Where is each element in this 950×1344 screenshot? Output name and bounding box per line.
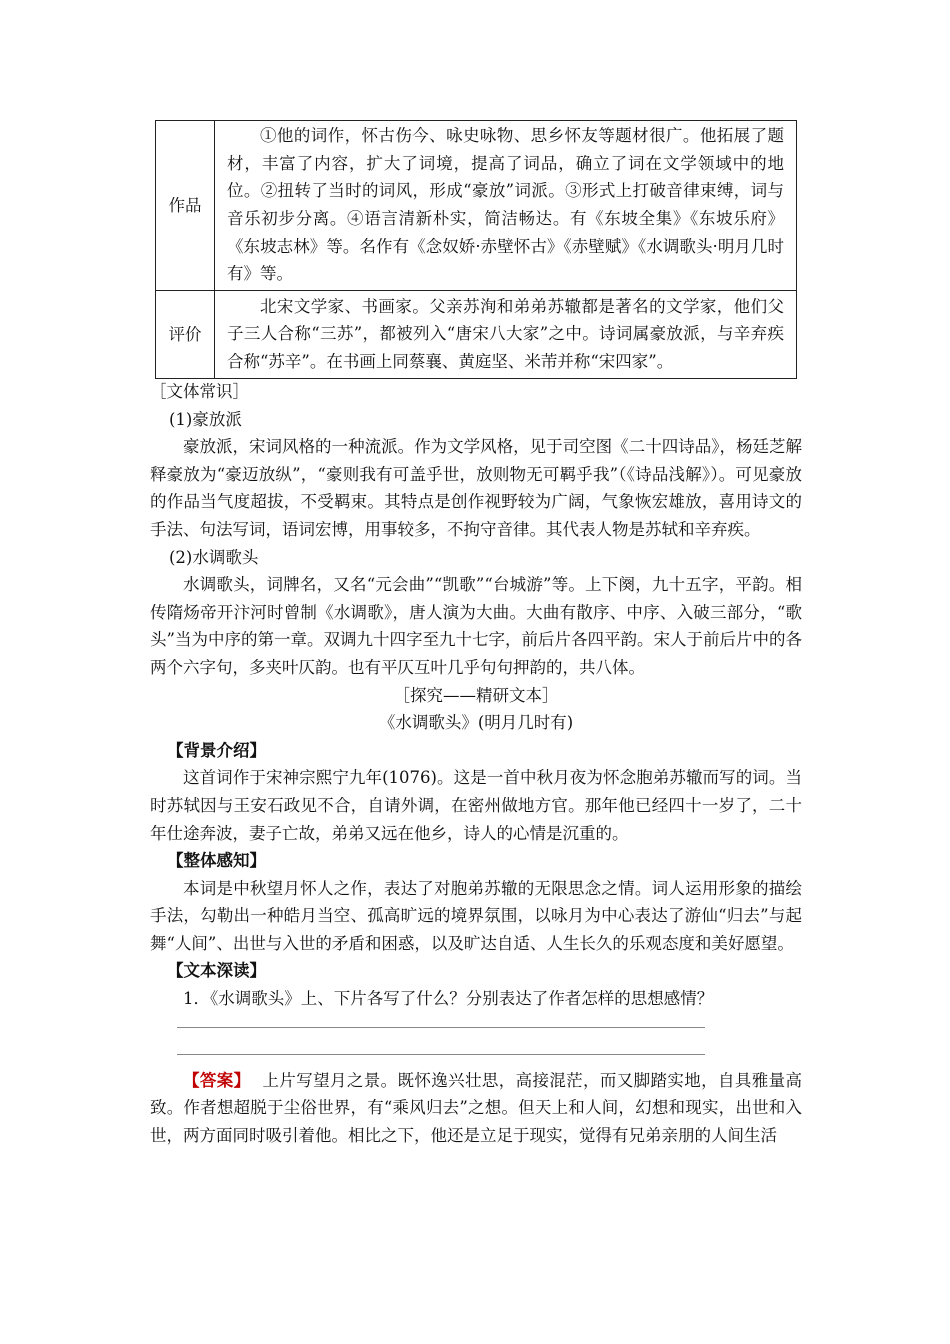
author-info-table xyxy=(155,120,797,379)
item-title: (1)豪放派 xyxy=(169,409,242,429)
answer-line xyxy=(177,1027,705,1028)
question: 1．《水调歌头》上、下片各写了什么？分别表达了作者怎样的思想感情？ xyxy=(183,989,714,1009)
item-title: (2)水调歌头 xyxy=(169,547,259,567)
answer-tag: 【答案】 xyxy=(183,1070,251,1090)
poem-title: 《水调歌头》(明月几时有) xyxy=(378,713,574,733)
subheading: 【文本深读】 xyxy=(167,961,266,981)
paragraph: 这首词作于宋神宗熙宁九年(1076)。这是一首中秋月夜为怀念胞弟苏辙而写的词。当时苏轼因与王安石政见不合，自请外调，在密州做地方官。那年他已经四十一岁了，二十年仕途奔波，妻子亡故，弟弟又远在他乡，诗人的心情是沉重的。 xyxy=(150,768,802,843)
section-heading: ［文体常识］ xyxy=(150,382,249,401)
table-row xyxy=(156,291,797,379)
table-row xyxy=(156,121,797,291)
row-content: 北宋文学家、书画家。父亲苏洵和弟弟苏辙都是著名的文学家，他们父子三人合称“三苏”，都被列入“唐宋八大家”之中。诗词属豪放派，与辛弃疾合称“苏辛”。在书画上同蔡襄、黄庭坚、米芾并称“宋四家”。 xyxy=(215,291,797,379)
row-label: 作品 xyxy=(156,121,215,291)
answer-text: 上片写望月之景。既怀逸兴壮思，高接混茫，而又脚踏实地，自具雅量高致。作者想超脱于尘俗世界，有“乘风归去”之想。但天上和人间，幻想和现实，出世和入世，两方面同时吸引着他。相比之下，他还是立足于现实，觉得有兄弟亲朋的人间生活 xyxy=(150,1070,803,1145)
answer-paragraph xyxy=(150,1067,802,1150)
answer-line xyxy=(177,1054,705,1055)
subheading: 【整体感知】 xyxy=(167,851,266,871)
section-heading: ［探究——精研文本］ xyxy=(393,685,559,705)
main-text xyxy=(150,378,802,1149)
paragraph: 豪放派，宋词风格的一种流派。作为文学风格，见于司空图《二十四诗品》，杨廷芝解释豪放为“豪迈放纵”，“豪则我有可盖乎世，放则物无可羁乎我”（《诗品浅解》）。可见豪放的作品当气度超拔，不受羁束。其特点是创作视野较为广阔，气象恢宏雄放，喜用诗文的手法、句法写词，语词宏博，用事较多，不拘守音律。其代表人物是苏轼和辛弃疾。 xyxy=(150,437,802,539)
paragraph: 水调歌头，词牌名，又名“元会曲”“凯歌”“台城游”等。上下阕，九十五字，平韵。相传隋炀帝开汴河时曾制《水调歌》，唐人演为大曲。大曲有散序、中序、入破三部分，“歌头”当为中序的第一章。双调九十四字至九十七字，前后片各四平韵。宋人于前后片中的各两个六字句，多夹叶仄韵。也有平仄互叶几乎句句押韵的，共八体。 xyxy=(150,575,802,677)
row-label: 评价 xyxy=(156,291,215,379)
paragraph: 本词是中秋望月怀人之作，表达了对胞弟苏辙的无限思念之情。词人运用形象的描绘手法，勾勒出一种皓月当空、孤高旷远的境界氛围，以咏月为中心表达了游仙“归去”与起舞“人间”、出世与入世的矛盾和困惑，以及旷达自适、人生长久的乐观态度和美好愿望。 xyxy=(150,878,802,953)
subheading: 【背景介绍】 xyxy=(167,740,266,760)
row-content: ①他的词作，怀古伤今、咏史咏物、思乡怀友等题材很广。他拓展了题材，丰富了内容，扩大了词境，提高了词品，确立了词在文学领域中的地位。②扭转了当时的词风，形成“豪放”词派。③形式上打破音律束缚，词与音乐初步分离。④语言清新朴实，简洁畅达。有《东坡全集》《东坡乐府》《东坡志林》等。名作有《念奴娇·赤壁怀古》《赤壁赋》《水调歌头·明月几时有》等。 xyxy=(215,121,797,291)
